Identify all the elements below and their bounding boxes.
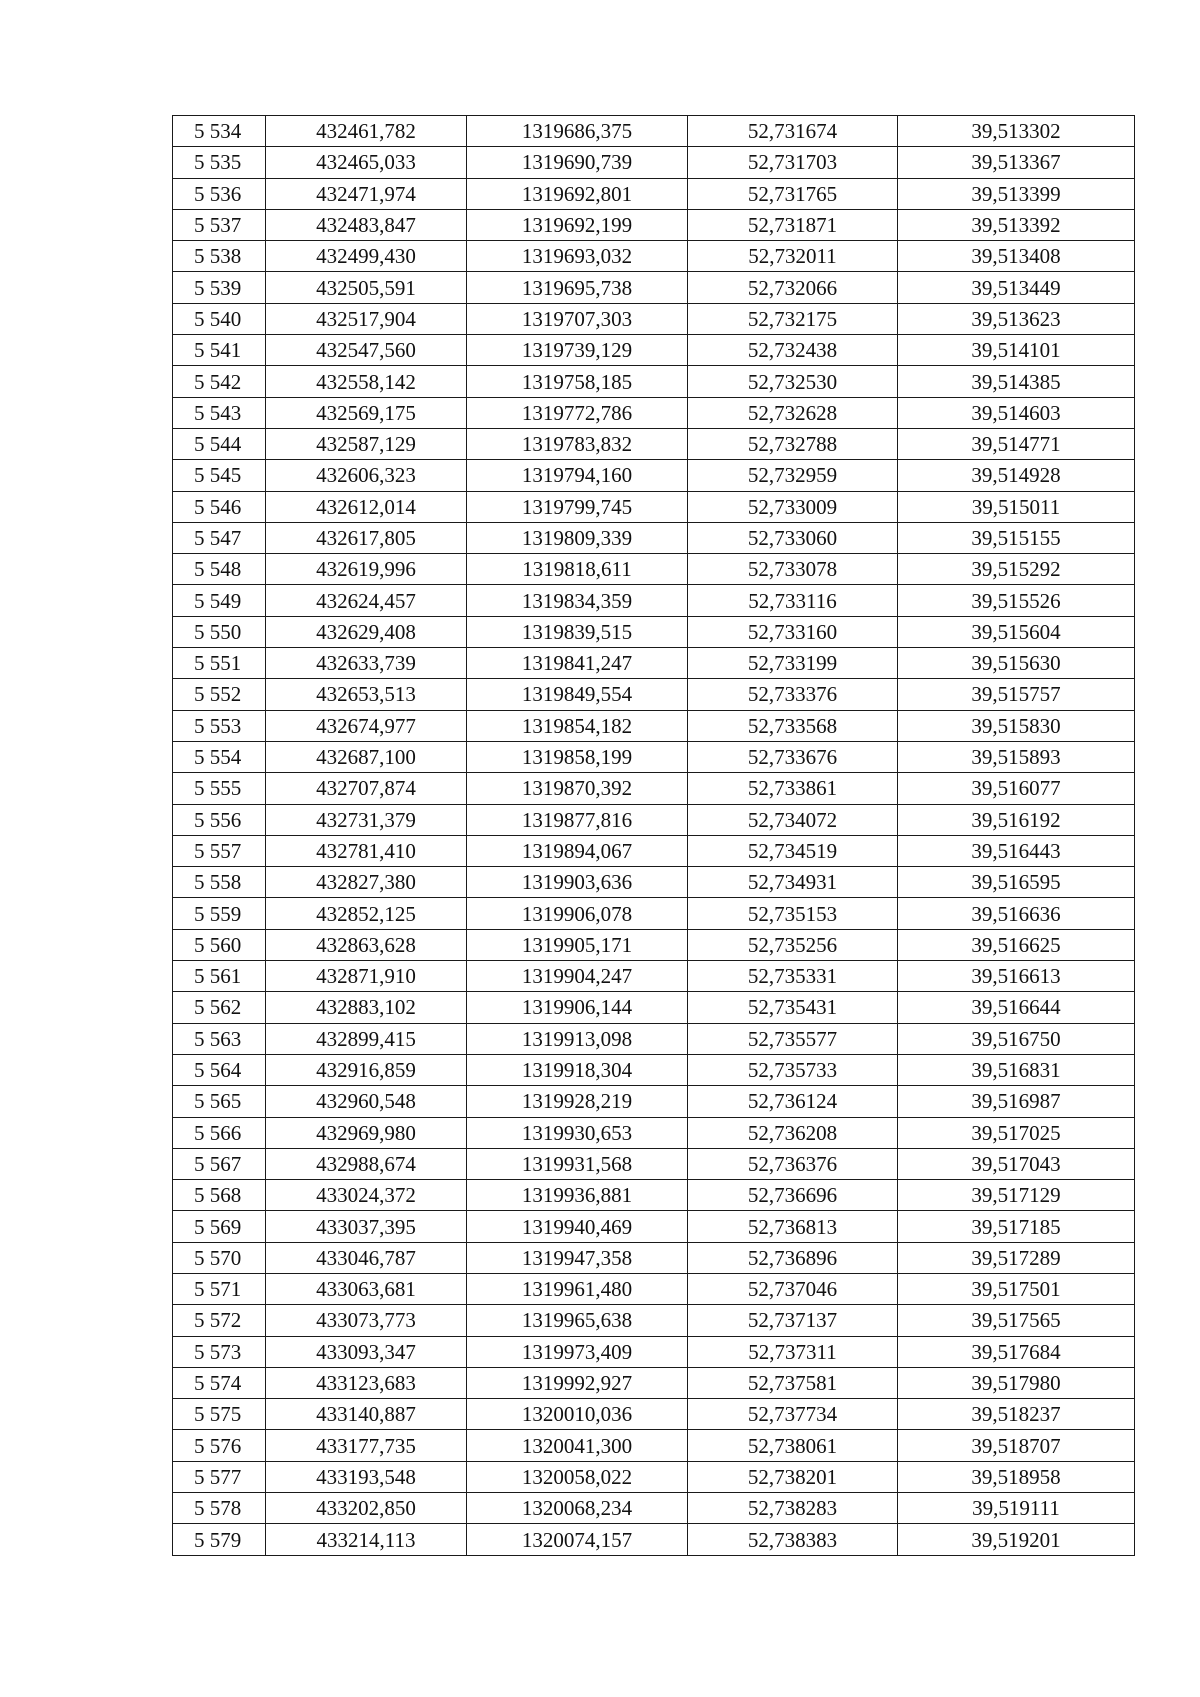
longitude-cell: 39,515757 xyxy=(898,679,1135,710)
y-coordinate-cell: 1319841,247 xyxy=(467,648,688,679)
longitude-cell: 39,519111 xyxy=(898,1493,1135,1524)
longitude-cell: 39,513408 xyxy=(898,241,1135,272)
y-coordinate-cell: 1319894,067 xyxy=(467,835,688,866)
y-coordinate-cell: 1320068,234 xyxy=(467,1493,688,1524)
point-number-cell: 5 540 xyxy=(173,303,266,334)
y-coordinate-cell: 1319965,638 xyxy=(467,1305,688,1336)
x-coordinate-cell: 432969,980 xyxy=(266,1117,467,1148)
point-number-cell: 5 565 xyxy=(173,1086,266,1117)
point-number-cell: 5 539 xyxy=(173,272,266,303)
table-row xyxy=(173,1054,1135,1085)
latitude-cell: 52,736813 xyxy=(688,1211,898,1242)
longitude-cell: 39,517980 xyxy=(898,1367,1135,1398)
point-number-cell: 5 562 xyxy=(173,992,266,1023)
point-number-cell: 5 549 xyxy=(173,585,266,616)
x-coordinate-cell: 432617,805 xyxy=(266,522,467,553)
y-coordinate-cell: 1319906,144 xyxy=(467,992,688,1023)
x-coordinate-cell: 432547,560 xyxy=(266,335,467,366)
table-row xyxy=(173,992,1135,1023)
x-coordinate-cell: 433214,113 xyxy=(266,1524,467,1555)
latitude-cell: 52,732530 xyxy=(688,366,898,397)
table-row xyxy=(173,428,1135,459)
longitude-cell: 39,518707 xyxy=(898,1430,1135,1461)
y-coordinate-cell: 1319936,881 xyxy=(467,1180,688,1211)
longitude-cell: 39,517185 xyxy=(898,1211,1135,1242)
x-coordinate-cell: 432499,430 xyxy=(266,241,467,272)
table-row xyxy=(173,1367,1135,1398)
point-number-cell: 5 578 xyxy=(173,1493,266,1524)
x-coordinate-cell: 433024,372 xyxy=(266,1180,467,1211)
table-row xyxy=(173,929,1135,960)
latitude-cell: 52,736208 xyxy=(688,1117,898,1148)
latitude-cell: 52,733676 xyxy=(688,741,898,772)
table-row xyxy=(173,1399,1135,1430)
latitude-cell: 52,736124 xyxy=(688,1086,898,1117)
y-coordinate-cell: 1319904,247 xyxy=(467,961,688,992)
table-row xyxy=(173,804,1135,835)
point-number-cell: 5 567 xyxy=(173,1148,266,1179)
x-coordinate-cell: 433063,681 xyxy=(266,1273,467,1304)
y-coordinate-cell: 1319739,129 xyxy=(467,335,688,366)
y-coordinate-cell: 1319913,098 xyxy=(467,1023,688,1054)
table-row xyxy=(173,554,1135,585)
point-number-cell: 5 566 xyxy=(173,1117,266,1148)
latitude-cell: 52,733009 xyxy=(688,491,898,522)
table-row xyxy=(173,1305,1135,1336)
latitude-cell: 52,738061 xyxy=(688,1430,898,1461)
point-number-cell: 5 555 xyxy=(173,773,266,804)
table-row xyxy=(173,585,1135,616)
y-coordinate-cell: 1319854,182 xyxy=(467,710,688,741)
longitude-cell: 39,516625 xyxy=(898,929,1135,960)
table-row xyxy=(173,1430,1135,1461)
table-row xyxy=(173,147,1135,178)
point-number-cell: 5 558 xyxy=(173,867,266,898)
longitude-cell: 39,517289 xyxy=(898,1242,1135,1273)
longitude-cell: 39,516987 xyxy=(898,1086,1135,1117)
y-coordinate-cell: 1319707,303 xyxy=(467,303,688,334)
x-coordinate-cell: 432827,380 xyxy=(266,867,467,898)
x-coordinate-cell: 432569,175 xyxy=(266,397,467,428)
longitude-cell: 39,513623 xyxy=(898,303,1135,334)
point-number-cell: 5 563 xyxy=(173,1023,266,1054)
x-coordinate-cell: 432483,847 xyxy=(266,209,467,240)
y-coordinate-cell: 1319973,409 xyxy=(467,1336,688,1367)
latitude-cell: 52,731674 xyxy=(688,116,898,147)
latitude-cell: 52,733861 xyxy=(688,773,898,804)
longitude-cell: 39,514603 xyxy=(898,397,1135,428)
x-coordinate-cell: 432558,142 xyxy=(266,366,467,397)
latitude-cell: 52,733078 xyxy=(688,554,898,585)
latitude-cell: 52,734072 xyxy=(688,804,898,835)
y-coordinate-cell: 1319928,219 xyxy=(467,1086,688,1117)
point-number-cell: 5 570 xyxy=(173,1242,266,1273)
y-coordinate-cell: 1319905,171 xyxy=(467,929,688,960)
table-row xyxy=(173,1461,1135,1492)
longitude-cell: 39,513449 xyxy=(898,272,1135,303)
x-coordinate-cell: 433123,683 xyxy=(266,1367,467,1398)
table-row xyxy=(173,648,1135,679)
latitude-cell: 52,736376 xyxy=(688,1148,898,1179)
table-row xyxy=(173,1023,1135,1054)
coordinates-table xyxy=(172,115,1135,1556)
x-coordinate-cell: 432612,014 xyxy=(266,491,467,522)
y-coordinate-cell: 1319906,078 xyxy=(467,898,688,929)
y-coordinate-cell: 1319931,568 xyxy=(467,1148,688,1179)
point-number-cell: 5 541 xyxy=(173,335,266,366)
point-number-cell: 5 569 xyxy=(173,1211,266,1242)
longitude-cell: 39,513302 xyxy=(898,116,1135,147)
x-coordinate-cell: 432863,628 xyxy=(266,929,467,960)
latitude-cell: 52,732628 xyxy=(688,397,898,428)
table-row xyxy=(173,867,1135,898)
x-coordinate-cell: 432960,548 xyxy=(266,1086,467,1117)
table-row xyxy=(173,773,1135,804)
table-row xyxy=(173,335,1135,366)
longitude-cell: 39,515604 xyxy=(898,616,1135,647)
table-row xyxy=(173,397,1135,428)
y-coordinate-cell: 1319692,199 xyxy=(467,209,688,240)
longitude-cell: 39,516831 xyxy=(898,1054,1135,1085)
y-coordinate-cell: 1319758,185 xyxy=(467,366,688,397)
longitude-cell: 39,516443 xyxy=(898,835,1135,866)
latitude-cell: 52,735431 xyxy=(688,992,898,1023)
table-row xyxy=(173,1180,1135,1211)
longitude-cell: 39,515292 xyxy=(898,554,1135,585)
y-coordinate-cell: 1319870,392 xyxy=(467,773,688,804)
table-row xyxy=(173,1493,1135,1524)
table-row xyxy=(173,272,1135,303)
x-coordinate-cell: 432781,410 xyxy=(266,835,467,866)
latitude-cell: 52,732011 xyxy=(688,241,898,272)
longitude-cell: 39,517684 xyxy=(898,1336,1135,1367)
x-coordinate-cell: 433037,395 xyxy=(266,1211,467,1242)
table-row xyxy=(173,1211,1135,1242)
table-row xyxy=(173,1273,1135,1304)
point-number-cell: 5 574 xyxy=(173,1367,266,1398)
latitude-cell: 52,732066 xyxy=(688,272,898,303)
x-coordinate-cell: 432988,674 xyxy=(266,1148,467,1179)
latitude-cell: 52,733376 xyxy=(688,679,898,710)
latitude-cell: 52,732438 xyxy=(688,335,898,366)
y-coordinate-cell: 1319693,032 xyxy=(467,241,688,272)
x-coordinate-cell: 432471,974 xyxy=(266,178,467,209)
longitude-cell: 39,516077 xyxy=(898,773,1135,804)
longitude-cell: 39,517129 xyxy=(898,1180,1135,1211)
latitude-cell: 52,738201 xyxy=(688,1461,898,1492)
longitude-cell: 39,516613 xyxy=(898,961,1135,992)
y-coordinate-cell: 1319903,636 xyxy=(467,867,688,898)
point-number-cell: 5 557 xyxy=(173,835,266,866)
y-coordinate-cell: 1319783,832 xyxy=(467,428,688,459)
point-number-cell: 5 550 xyxy=(173,616,266,647)
latitude-cell: 52,737734 xyxy=(688,1399,898,1430)
table-row xyxy=(173,491,1135,522)
y-coordinate-cell: 1319839,515 xyxy=(467,616,688,647)
table-row xyxy=(173,616,1135,647)
x-coordinate-cell: 432619,996 xyxy=(266,554,467,585)
longitude-cell: 39,516750 xyxy=(898,1023,1135,1054)
latitude-cell: 52,735153 xyxy=(688,898,898,929)
longitude-cell: 39,517565 xyxy=(898,1305,1135,1336)
longitude-cell: 39,515526 xyxy=(898,585,1135,616)
point-number-cell: 5 571 xyxy=(173,1273,266,1304)
y-coordinate-cell: 1319918,304 xyxy=(467,1054,688,1085)
latitude-cell: 52,733199 xyxy=(688,648,898,679)
latitude-cell: 52,737137 xyxy=(688,1305,898,1336)
y-coordinate-cell: 1319818,611 xyxy=(467,554,688,585)
point-number-cell: 5 552 xyxy=(173,679,266,710)
latitude-cell: 52,731871 xyxy=(688,209,898,240)
latitude-cell: 52,731703 xyxy=(688,147,898,178)
table-row xyxy=(173,898,1135,929)
point-number-cell: 5 575 xyxy=(173,1399,266,1430)
y-coordinate-cell: 1319692,801 xyxy=(467,178,688,209)
x-coordinate-cell: 432674,977 xyxy=(266,710,467,741)
point-number-cell: 5 554 xyxy=(173,741,266,772)
latitude-cell: 52,735331 xyxy=(688,961,898,992)
point-number-cell: 5 535 xyxy=(173,147,266,178)
y-coordinate-cell: 1319772,786 xyxy=(467,397,688,428)
longitude-cell: 39,513399 xyxy=(898,178,1135,209)
x-coordinate-cell: 432465,033 xyxy=(266,147,467,178)
longitude-cell: 39,516595 xyxy=(898,867,1135,898)
latitude-cell: 52,732959 xyxy=(688,460,898,491)
longitude-cell: 39,515830 xyxy=(898,710,1135,741)
point-number-cell: 5 559 xyxy=(173,898,266,929)
longitude-cell: 39,514928 xyxy=(898,460,1135,491)
x-coordinate-cell: 433193,548 xyxy=(266,1461,467,1492)
x-coordinate-cell: 432505,591 xyxy=(266,272,467,303)
longitude-cell: 39,519201 xyxy=(898,1524,1135,1555)
latitude-cell: 52,737046 xyxy=(688,1273,898,1304)
latitude-cell: 52,734519 xyxy=(688,835,898,866)
point-number-cell: 5 551 xyxy=(173,648,266,679)
latitude-cell: 52,733116 xyxy=(688,585,898,616)
x-coordinate-cell: 432687,100 xyxy=(266,741,467,772)
longitude-cell: 39,513367 xyxy=(898,147,1135,178)
x-coordinate-cell: 432899,415 xyxy=(266,1023,467,1054)
x-coordinate-cell: 432883,102 xyxy=(266,992,467,1023)
table-row xyxy=(173,460,1135,491)
latitude-cell: 52,733060 xyxy=(688,522,898,553)
table-row xyxy=(173,1148,1135,1179)
longitude-cell: 39,517501 xyxy=(898,1273,1135,1304)
longitude-cell: 39,517043 xyxy=(898,1148,1135,1179)
y-coordinate-cell: 1319695,738 xyxy=(467,272,688,303)
table-row xyxy=(173,116,1135,147)
point-number-cell: 5 546 xyxy=(173,491,266,522)
longitude-cell: 39,514771 xyxy=(898,428,1135,459)
point-number-cell: 5 536 xyxy=(173,178,266,209)
longitude-cell: 39,515011 xyxy=(898,491,1135,522)
y-coordinate-cell: 1319799,745 xyxy=(467,491,688,522)
table-row xyxy=(173,1086,1135,1117)
point-number-cell: 5 543 xyxy=(173,397,266,428)
y-coordinate-cell: 1320058,022 xyxy=(467,1461,688,1492)
point-number-cell: 5 538 xyxy=(173,241,266,272)
table-row xyxy=(173,741,1135,772)
point-number-cell: 5 547 xyxy=(173,522,266,553)
x-coordinate-cell: 432587,129 xyxy=(266,428,467,459)
y-coordinate-cell: 1319794,160 xyxy=(467,460,688,491)
y-coordinate-cell: 1320041,300 xyxy=(467,1430,688,1461)
table-row xyxy=(173,1242,1135,1273)
longitude-cell: 39,517025 xyxy=(898,1117,1135,1148)
y-coordinate-cell: 1319849,554 xyxy=(467,679,688,710)
x-coordinate-cell: 433140,887 xyxy=(266,1399,467,1430)
point-number-cell: 5 577 xyxy=(173,1461,266,1492)
point-number-cell: 5 576 xyxy=(173,1430,266,1461)
point-number-cell: 5 568 xyxy=(173,1180,266,1211)
point-number-cell: 5 556 xyxy=(173,804,266,835)
y-coordinate-cell: 1319992,927 xyxy=(467,1367,688,1398)
longitude-cell: 39,518237 xyxy=(898,1399,1135,1430)
y-coordinate-cell: 1319940,469 xyxy=(467,1211,688,1242)
y-coordinate-cell: 1319686,375 xyxy=(467,116,688,147)
y-coordinate-cell: 1319809,339 xyxy=(467,522,688,553)
latitude-cell: 52,733568 xyxy=(688,710,898,741)
longitude-cell: 39,514101 xyxy=(898,335,1135,366)
point-number-cell: 5 564 xyxy=(173,1054,266,1085)
coordinates-table-body xyxy=(173,116,1135,1556)
longitude-cell: 39,516636 xyxy=(898,898,1135,929)
x-coordinate-cell: 433093,347 xyxy=(266,1336,467,1367)
point-number-cell: 5 548 xyxy=(173,554,266,585)
table-row xyxy=(173,241,1135,272)
point-number-cell: 5 537 xyxy=(173,209,266,240)
y-coordinate-cell: 1319834,359 xyxy=(467,585,688,616)
longitude-cell: 39,515893 xyxy=(898,741,1135,772)
y-coordinate-cell: 1319961,480 xyxy=(467,1273,688,1304)
latitude-cell: 52,737311 xyxy=(688,1336,898,1367)
latitude-cell: 52,738383 xyxy=(688,1524,898,1555)
latitude-cell: 52,736896 xyxy=(688,1242,898,1273)
latitude-cell: 52,735256 xyxy=(688,929,898,960)
latitude-cell: 52,732175 xyxy=(688,303,898,334)
y-coordinate-cell: 1319930,653 xyxy=(467,1117,688,1148)
point-number-cell: 5 545 xyxy=(173,460,266,491)
point-number-cell: 5 573 xyxy=(173,1336,266,1367)
table-row xyxy=(173,209,1135,240)
y-coordinate-cell: 1319690,739 xyxy=(467,147,688,178)
latitude-cell: 52,734931 xyxy=(688,867,898,898)
table-row xyxy=(173,1524,1135,1555)
longitude-cell: 39,515630 xyxy=(898,648,1135,679)
point-number-cell: 5 544 xyxy=(173,428,266,459)
x-coordinate-cell: 432731,379 xyxy=(266,804,467,835)
point-number-cell: 5 561 xyxy=(173,961,266,992)
latitude-cell: 52,735577 xyxy=(688,1023,898,1054)
x-coordinate-cell: 432629,408 xyxy=(266,616,467,647)
x-coordinate-cell: 433073,773 xyxy=(266,1305,467,1336)
latitude-cell: 52,731765 xyxy=(688,178,898,209)
point-number-cell: 5 572 xyxy=(173,1305,266,1336)
x-coordinate-cell: 432517,904 xyxy=(266,303,467,334)
table-row xyxy=(173,1117,1135,1148)
x-coordinate-cell: 432633,739 xyxy=(266,648,467,679)
point-number-cell: 5 553 xyxy=(173,710,266,741)
point-number-cell: 5 542 xyxy=(173,366,266,397)
x-coordinate-cell: 432916,859 xyxy=(266,1054,467,1085)
table-row xyxy=(173,522,1135,553)
latitude-cell: 52,735733 xyxy=(688,1054,898,1085)
table-row xyxy=(173,679,1135,710)
x-coordinate-cell: 432653,513 xyxy=(266,679,467,710)
point-number-cell: 5 579 xyxy=(173,1524,266,1555)
latitude-cell: 52,737581 xyxy=(688,1367,898,1398)
point-number-cell: 5 560 xyxy=(173,929,266,960)
table-row xyxy=(173,961,1135,992)
x-coordinate-cell: 433046,787 xyxy=(266,1242,467,1273)
table-row xyxy=(173,710,1135,741)
y-coordinate-cell: 1319858,199 xyxy=(467,741,688,772)
x-coordinate-cell: 432606,323 xyxy=(266,460,467,491)
table-row xyxy=(173,178,1135,209)
table-row xyxy=(173,366,1135,397)
table-row xyxy=(173,835,1135,866)
y-coordinate-cell: 1320074,157 xyxy=(467,1524,688,1555)
x-coordinate-cell: 432871,910 xyxy=(266,961,467,992)
longitude-cell: 39,513392 xyxy=(898,209,1135,240)
longitude-cell: 39,514385 xyxy=(898,366,1135,397)
x-coordinate-cell: 433202,850 xyxy=(266,1493,467,1524)
x-coordinate-cell: 432707,874 xyxy=(266,773,467,804)
table-row xyxy=(173,303,1135,334)
y-coordinate-cell: 1319877,816 xyxy=(467,804,688,835)
x-coordinate-cell: 432461,782 xyxy=(266,116,467,147)
longitude-cell: 39,518958 xyxy=(898,1461,1135,1492)
x-coordinate-cell: 432852,125 xyxy=(266,898,467,929)
latitude-cell: 52,738283 xyxy=(688,1493,898,1524)
longitude-cell: 39,516644 xyxy=(898,992,1135,1023)
y-coordinate-cell: 1319947,358 xyxy=(467,1242,688,1273)
longitude-cell: 39,516192 xyxy=(898,804,1135,835)
latitude-cell: 52,733160 xyxy=(688,616,898,647)
latitude-cell: 52,732788 xyxy=(688,428,898,459)
latitude-cell: 52,736696 xyxy=(688,1180,898,1211)
x-coordinate-cell: 432624,457 xyxy=(266,585,467,616)
longitude-cell: 39,515155 xyxy=(898,522,1135,553)
table-row xyxy=(173,1336,1135,1367)
y-coordinate-cell: 1320010,036 xyxy=(467,1399,688,1430)
x-coordinate-cell: 433177,735 xyxy=(266,1430,467,1461)
point-number-cell: 5 534 xyxy=(173,116,266,147)
